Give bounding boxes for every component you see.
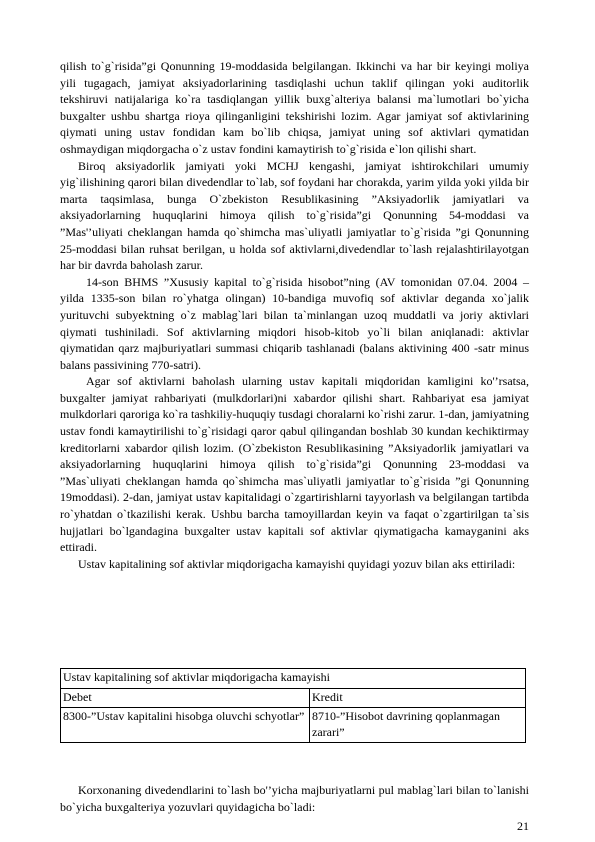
document-body xyxy=(60,58,529,572)
paragraph-3: 14-son BHMS ”Xususiy kapital to`g`risida hisobot”ning (AV tomonidan 07.04. 2004 – yilda 1335-son bilan ro`yhatga olingan) 10-bandiga muvofiq sof aktivlar deganda xo`jalik yurituvchi subyektning o`z mablag`lari bilan ta`minlangan uzoq muddatli va joriy aktivlari qiymati tushiniladi. Sof aktivlarning miqdori hisob-kitob yo`li bilan aniqlanadi: aktivlar qiymatidan qarz majburiyatlari summasi chiqarib tashlanadi (balans aktivining 400 -satr minus balans passivining 770-satri). xyxy=(60,274,529,372)
table-title-row xyxy=(61,669,526,689)
entry-table xyxy=(60,668,526,743)
table-row xyxy=(61,708,526,743)
table-header-row xyxy=(61,688,526,708)
kredit-header: Kredit xyxy=(310,688,526,708)
debet-header: Debet xyxy=(61,688,310,708)
page-number: 21 xyxy=(517,819,529,833)
closing-section xyxy=(60,782,529,815)
paragraph-5: Ustav kapitalining sof aktivlar miqdorigacha kamayishi quyidagi yozuv bilan aks ettiriladi: xyxy=(78,556,516,571)
debet-cell: 8300-”Ustav kapitalini hisobga oluvchi schyotlar” xyxy=(61,708,310,743)
paragraph-2: Biroq aksiyadorlik jamiyati yoki MCHJ kengashi, jamiyat ishtirokchilari umumiy yig`ilishining qarori bilan divedendlar to`lab, sof foydani har chorakda, yarim yilda yoki yilda bir marta taqsimlasa, bunga O`zbekiston Resublikasining ”Aksiyadorlik jamiyatlari va aksiyadorlarning huquqlarini himoya qilish to`g`risida”gi Qonunning 54-moddasi va ”Mas'’uliyati cheklangan hamda qo`shimcha mas`uliyatli jamiyatlar to`g`risida ”gi Qonunning 25-moddasi bilan ruhsat berilgan, u holda sof aktivlarni,divedendlar to`lash rejalashtirilayotgan har bir davrda baholash zarur. xyxy=(60,158,529,273)
paragraph-after-table: Korxonaning divedendlarini to`lash bo'’yicha majburiyatlarni pul mablag`lari bilan to`lanishi bo`yicha buxgalteriya yozuvlari quyidagicha bo`ladi: xyxy=(60,783,529,814)
paragraph-4: Agar sof aktivlarni baholash ularning ustav kapitali miqdoridan kamligini ko'’rsatsa, buxgalter jamiyat rahbariyati (mulkdorlari)ni xabardor qilishi shart. Rahbariyat esa jamiyat mulkdorlari qaroriga ko`ra tashkiliy-huquqiy tusdagi choralarni ko`rishi zarur. 1-dan, jamiyatning ustav fondi kamaytirilishi to`g`risidagi qaror qabul qilingandan boshlab 30 kundan kechiktirmay kreditorlarni xabardor qilish lozim. (O`zbekiston Resublikasining ”Aksiyadorlik jamiyatlari va aksiyadorlarning huquqlarini himoya qilish to`g`risida”gi Qonunning 23-moddasi va ”Mas`uliyati cheklangan hamda qo`shimcha mas`uliyatli jamiyatlar to`g`risida ”gi Qonunning 19moddasi). 2-dan, jamiyat ustav kapitalidagi o`zgartirishlarni tayyorlash va belgilangan tartibda ro`yhatdan o`tkazilishi kerak. Ushbu barcha tamoyillardan keyin va faqat o`zgartirilgan ta`sis hujjatlari bo`lgandagina buxgalter ustav kapitali sof aktivlar qiymatigacha kamayganini aks ettiradi. xyxy=(60,374,529,555)
paragraph-1: qilish to`g`risida”gi Qonunning 19-moddasida belgilangan. Ikkinchi va har bir keyingi moliya yili tugagach, jamiyat aksiyadorlarining tasdiqlashi uchun taklif qilingan yoki auditorlik tekshiruvi natijalariga ko`ra tasdiqlangan yillik buxg`alteriya balansi ma`lumotlari bo`yicha buxgalter ushbu shartga rioya qilinganligini tekshirishi lozim. Agar jamiyat sof aktivlarining qiymati uning ustav fondidan kam bo`lib chiqsa, jamiyat uning sof aktivlari qymatidan oshmaydigan miqdorgacha o`z ustav fondini kamaytirish to`g`risida e`lon qilishi shart. xyxy=(60,59,529,156)
table-title: Ustav kapitalining sof aktivlar miqdorigacha kamayishi xyxy=(61,669,526,689)
kredit-cell: 8710-”Hisobot davrining qoplanmagan zarari” xyxy=(310,708,526,743)
